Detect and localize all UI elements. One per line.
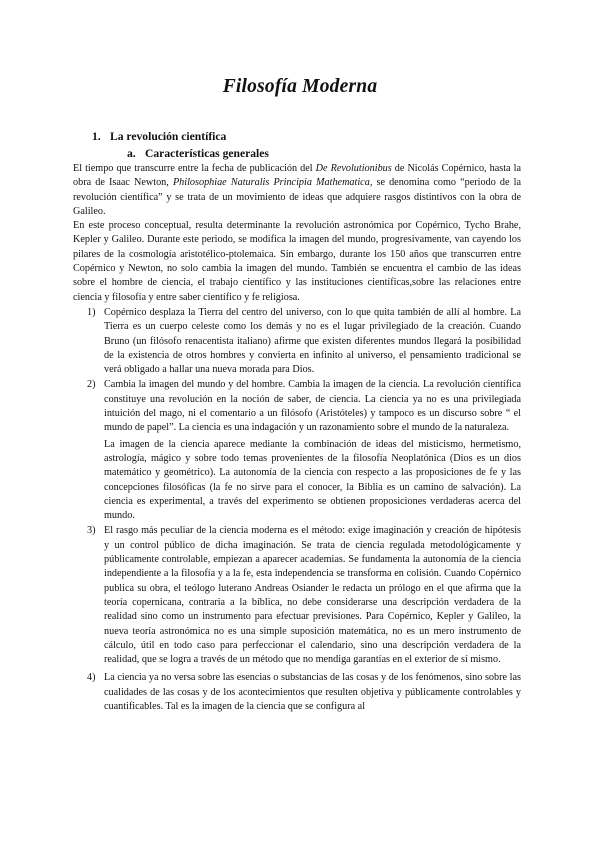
list-item	[73, 306, 521, 377]
intro-paragraph-1	[73, 162, 521, 219]
text-run: El tiempo que transcurre entre la fecha de publicación del	[73, 163, 316, 174]
list-item-paragraph: El rasgo más peculiar de la ciencia moderna es el método: exige imaginación y creación de hipótesis y un control público de dicha imaginación. Se trata de ciencia regulada metodológicamente y públicamente controlable, empiezan a aparecer academias. Se fundamenta la autonomía de la ciencia independiente a la filosofía y a la fe, esta independencia se transforma en colisión. Cuando Copérnico publica su obra, el teólogo luterano Andreas Osiander le redacta un prólogo en el que afirma que la teoría copernicana, contraria a la bíblica, no debe considerarse una descripción verdadera de la realidad sino como un instrumento para efectuar previsiones. Para Copérnico, Kepler y Galileo, la nueva teoría astronómica no es una simple suposición matemática, no es un mero instrumento de cálculo, útil en todo caso para perfeccionar el calendario, sino una descripción verdadera de la realidad, que se logra a través de un método que no mendiga garantías en el exterior de sí mismo.	[104, 525, 521, 666]
subsection-letter: a.	[127, 147, 136, 160]
list-marker: 1)	[87, 306, 96, 318]
section-number: 1.	[92, 130, 101, 143]
list-marker: 3)	[87, 525, 96, 537]
text-run: , se denomina como “periodo de la revolución científica” y se trata de un movimiento de ideas que adquiere rasgos distintivos con la obra de Galileo.	[73, 177, 521, 217]
book-title: Philosophiae Naturalis Principia Mathematica	[172, 177, 370, 189]
list-item	[73, 524, 521, 667]
numbered-list	[73, 306, 521, 714]
list-marker: 2)	[87, 379, 96, 391]
page-title: Filosofía Moderna	[222, 76, 378, 97]
list-item	[73, 671, 521, 714]
section-heading	[92, 130, 226, 143]
subsection-title: Características generales	[145, 147, 269, 160]
body-text	[73, 162, 521, 714]
list-item-paragraph: La ciencia ya no versa sobre las esencias o substancias de las cosas y de los fenómenos, sino sobre las cualidades de las cosas y de los acontecimientos que resulten objetiva y públicamente controlables y cuantificables. Tal es la imagen de la ciencia que se configura al	[104, 672, 521, 712]
section-title: La revolución científica	[110, 130, 227, 143]
list-item	[73, 378, 521, 523]
list-item-paragraph: Cambia la imagen del mundo y del hombre. Cambia la imagen de la ciencia. La revolución científica constituye una revolución en la noción de saber, de ciencia. La ciencia ya no es una privilegiada intuición del mago, ni el comentario a un filósofo (Aristóteles) y tampoco es un discurso sobre “ el mundo de papel”. La ciencia es una indagación y un razonamiento sobre el mundo de la naturaleza.	[104, 379, 521, 434]
text-run: de Nicolás Copérnico, hasta la obra de Isaac Newton,	[73, 163, 521, 189]
list-item-paragraph: Copérnico desplaza la Tierra del centro del universo, con lo que quita también de allí al hombre. La Tierra es un cuerpo celeste como los demás y no es el lugar privilegiado de la creación. Cuando Bruno (un filósofo renacentista italiano) afirme que existen diferentes mundos llegará la posibilidad de la existencia de otros hombres y convierta en infinito al universo, el pensamiento tradicional se verá obligado a hallar una nueva morada para Dios.	[104, 306, 521, 376]
subsection-heading	[127, 147, 269, 160]
book-title: De Revolutionibus	[315, 163, 392, 174]
list-item-paragraph: La imagen de la ciencia aparece mediante la combinación de ideas del misticismo, hermetismo, astrología, mágico y sobre todo temas provenientes de la filosofía Neoplatónica (Dios es un dios matemático y geométrico). La autonomía de la ciencia con respecto a las proposiciones de fe y las concepciones filosóficas (la fe no sirve para el conocer, la Biblia es un camino de salvación). La ciencia es experimental, a través del experimento se obtienen proposiciones verdaderas acerca del mundo.	[104, 438, 521, 522]
intro-paragraph-2: En este proceso conceptual, resulta determinante la revolución astronómica por Copérnico, Tycho Brahe, Kepler y Galileo. Durante este periodo, se modifica la imagen del mundo, progresivamente, van cayendo los pilares de la cosmología aristotélico-ptolemaica. Sin embargo, durante los 150 años que transcurren entre Copérnico y Newton, no solo cambia la imagen del mundo. También se encuentra el cambio de las ideas sobre el hombre de ciencia, el trabajo científico y las instituciones científicas,sobre las relaciones entre ciencia y filosofía y entre saber científico y fe religiosa.	[73, 220, 521, 303]
list-marker: 4)	[87, 672, 96, 684]
